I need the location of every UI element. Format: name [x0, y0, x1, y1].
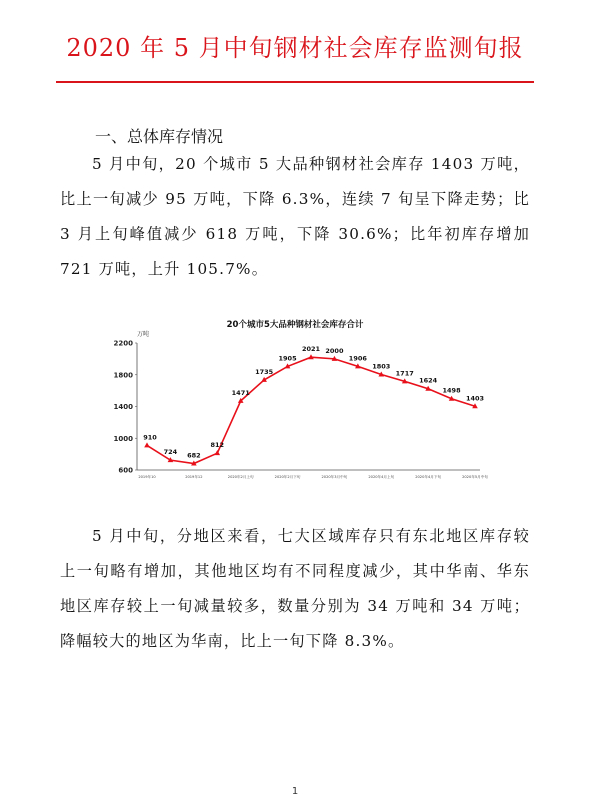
- x-tick-label: 2020年5月中旬: [462, 475, 488, 479]
- y-tick-label: 1400: [113, 403, 133, 411]
- title-divider: [56, 81, 534, 83]
- x-tick-label: 2020年2月下旬: [274, 475, 301, 479]
- y-tick-label: 2200: [113, 339, 133, 348]
- data-label: 1717: [395, 369, 414, 378]
- x-tick-label: 2020年2月上旬: [227, 475, 254, 479]
- chart-points: [144, 354, 478, 465]
- chart-series-line: [147, 357, 475, 463]
- paragraph-text: 5 月中旬，分地区来看，七大区域库存只有东北地区库存较上一旬略有增加，其他地区均有不同程度减少，其中华南、华东地区库存较上一旬减量较多，数量分别为 34 万吨和 34 万吨；降幅较大的地区为华南，比上一旬下降 8.3%。: [60, 527, 530, 650]
- data-label: 1905: [278, 354, 297, 363]
- x-tick-label: 2019年10: [138, 475, 156, 479]
- data-label: 1498: [442, 386, 461, 395]
- inventory-chart: [95, 310, 495, 485]
- page-number: 1: [291, 786, 299, 797]
- chart-y-unit-label: 万吨: [137, 331, 150, 338]
- data-label: 910: [143, 433, 157, 442]
- data-label: 1403: [465, 394, 485, 403]
- chart-title: 20个城市5大品种钢材社会库存合计: [226, 320, 364, 330]
- data-label: 1471: [231, 388, 250, 397]
- x-tick-label: 2020年3月中旬: [321, 475, 348, 479]
- y-tick-label: 1000: [113, 434, 133, 443]
- section-heading: 一、总体库存情况: [95, 127, 224, 146]
- chart-x-ticks: [138, 474, 488, 479]
- report-title: 2020 年 5 月中旬钢材社会库存监测旬报: [66, 34, 524, 62]
- data-label: 1624: [419, 376, 438, 385]
- data-label: 1906: [348, 354, 367, 363]
- data-label: 724: [163, 448, 178, 457]
- x-tick-label: 2020年4月上旬: [368, 475, 395, 479]
- data-label: 2021: [301, 345, 321, 354]
- data-label: 682: [187, 451, 201, 460]
- paragraph-text: 5 月中旬，20 个城市 5 大品种钢材社会库存 1403 万吨，比上一旬减少 95 万吨，下降 6.3%，连续 7 旬呈下降走势；比 3 月上旬峰值减少 618 万吨，下降 30.6%；比年初库存增加 721 万吨，上升 105.7%。: [60, 155, 530, 278]
- data-label: 1803: [372, 362, 391, 371]
- data-label: 1735: [255, 367, 274, 376]
- chart-y-ticks: [114, 340, 137, 475]
- paragraph-overall-inventory: [60, 147, 530, 287]
- paragraph-regional-inventory: [60, 519, 530, 659]
- data-point-marker: [144, 442, 150, 447]
- chart-data-labels: [143, 345, 484, 459]
- x-tick-label: 2019年12: [185, 475, 203, 479]
- inventory-chart-svg: [95, 310, 495, 485]
- x-tick-label: 2020年4月下旬: [415, 475, 442, 479]
- data-label: 2000: [325, 346, 344, 355]
- data-point-marker: [214, 450, 220, 455]
- data-label: 812: [210, 441, 225, 450]
- y-tick-label: 600: [118, 466, 133, 475]
- y-tick-label: 1800: [113, 371, 133, 380]
